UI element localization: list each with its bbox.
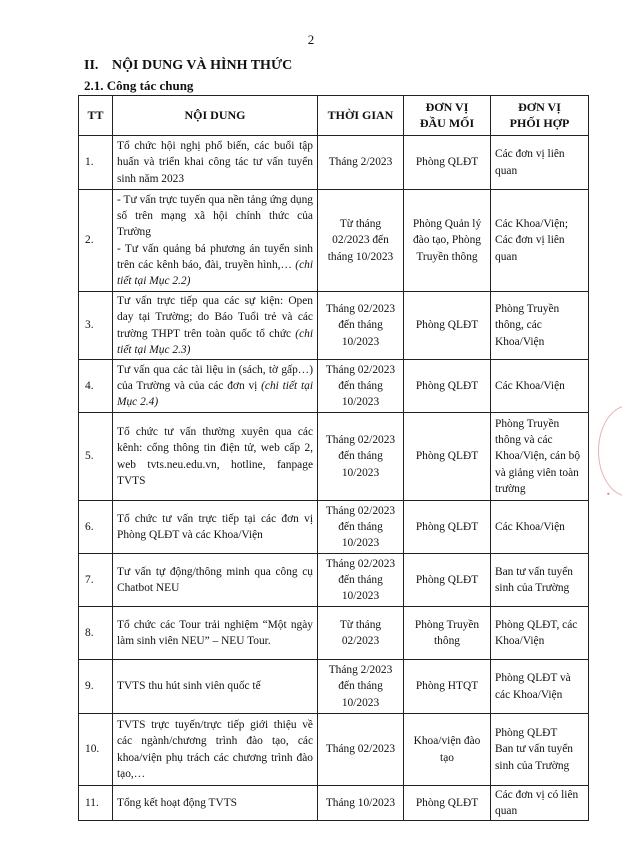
cell-content: Tổ chức tư vấn trực tiếp tại các đơn vị Phòng QLĐT và các Khoa/Viện	[113, 501, 318, 554]
section-reference: (chi tiết tại Mục 2.4)	[117, 379, 313, 409]
cell-time: Tháng 02/2023 đến tháng 10/2023	[318, 413, 404, 501]
cell-coop-unit: Phòng Truyền thông và các Khoa/Viện, cán bộ và giảng viên toàn trường	[491, 413, 589, 501]
cell-content	[113, 292, 318, 360]
header-content: NỘI DUNG	[113, 96, 318, 136]
cell-coop-unit: Các Khoa/Viện; Các đơn vị liên quan	[491, 190, 589, 292]
content-line	[117, 241, 313, 290]
cell-lead-unit: Phòng QLĐT	[404, 501, 491, 554]
section-reference: (chi tiết tại Mục 2.3)	[117, 327, 313, 356]
cell-coop-unit	[491, 714, 589, 786]
header-coop-line1: ĐƠN VỊ	[518, 99, 561, 114]
section-number: II.	[84, 58, 99, 73]
cell-content: Tổ chức tư vấn thường xuyên qua các kênh: cổng thông tin điện tử, web cấp 2, web tvts.neu.edu.vn, hotline, fanpage TVTS	[113, 413, 318, 501]
cell-lead-unit: Phòng QLĐT	[404, 292, 491, 360]
header-lead-unit	[404, 96, 491, 136]
cell-time: Từ tháng 02/2023	[318, 607, 404, 660]
cell-tt: 5.	[79, 413, 113, 501]
cell-tt: 10.	[79, 714, 113, 786]
official-stamp-edge	[598, 405, 622, 497]
cell-tt: 9.	[79, 660, 113, 714]
cell-content: Tổ chức hội nghị phổ biến, các buổi tập huấn và triển khai công tác tư vấn tuyển sinh năm 2023	[113, 136, 318, 190]
cell-tt: 2.	[79, 190, 113, 292]
cell-lead-unit: Phòng QLĐT	[404, 413, 491, 501]
cell-coop-unit: Các Khoa/Viện	[491, 360, 589, 413]
cell-lead-unit: Phòng Quản lý đào tạo, Phòng Truyền thông	[404, 190, 491, 292]
cell-coop-unit: Phòng QLĐT, các Khoa/Viện	[491, 607, 589, 660]
table-row	[79, 413, 589, 501]
cell-tt: 8.	[79, 607, 113, 660]
table-row	[79, 292, 589, 360]
content-text: - Tư vấn quảng bá phương án tuyển sinh trên các kênh báo, đài, truyền hình,…	[117, 242, 313, 271]
header-time: THỜI GIAN	[318, 96, 404, 136]
cell-lead-unit: Phòng Truyền thông	[404, 607, 491, 660]
table-row	[79, 360, 589, 413]
cell-content: Tổ chức các Tour trải nghiệm “Một ngày làm sinh viên NEU” – NEU Tour.	[113, 607, 318, 660]
page-number: 2	[307, 32, 315, 47]
cell-time: Tháng 02/2023 đến tháng 10/2023	[318, 554, 404, 607]
cell-lead-unit: Phòng QLĐT	[404, 136, 491, 190]
cell-time: Tháng 10/2023	[318, 786, 404, 821]
table-row	[79, 554, 589, 607]
cell-content	[113, 360, 318, 413]
cell-time: Tháng 02/2023	[318, 714, 404, 786]
table-row	[79, 136, 589, 190]
header-lead-line2: ĐẦU MỐI	[419, 115, 475, 130]
coop-line: Ban tư vấn tuyển sinh của Trường	[495, 743, 573, 772]
cell-time: Tháng 2/2023 đến tháng 10/2023	[318, 660, 404, 714]
cell-tt: 11.	[79, 786, 113, 821]
cell-coop-unit: Phòng Truyền thông, các Khoa/Viện	[491, 292, 589, 360]
header-lead-line1: ĐƠN VỊ	[425, 99, 469, 114]
coop-line: Phòng QLĐT	[495, 727, 558, 740]
plan-table	[78, 95, 589, 821]
cell-lead-unit: Khoa/viện đào tạo	[404, 714, 491, 786]
table-row	[79, 786, 589, 821]
cell-coop-unit: Các Khoa/Viện	[491, 501, 589, 554]
section-title: NỘI DUNG VÀ HÌNH THỨC	[112, 58, 293, 73]
table-row	[79, 190, 589, 292]
cell-content: Tư vấn tự động/thông minh qua công cụ Chatbot NEU	[113, 554, 318, 607]
cell-coop-unit: Phòng QLĐT và các Khoa/Viện	[491, 660, 589, 714]
header-tt: TT	[79, 96, 113, 136]
cell-lead-unit: Phòng HTQT	[404, 660, 491, 714]
stamp-mark: •	[606, 490, 611, 499]
cell-content: TVTS trực tuyến/trực tiếp giới thiệu về các ngành/chương trình đào tạo, các khoa/viện phụ trách các chương trình đào tạo,…	[113, 714, 318, 786]
cell-tt: 7.	[79, 554, 113, 607]
section-reference: (chi tiết tại Mục 2.2)	[117, 258, 313, 287]
cell-time: Từ tháng 02/2023 đến tháng 10/2023	[318, 190, 404, 292]
content-line: - Tư vấn trực tuyến qua nền tảng ứng dụng số trên mạng xã hội chính thức của Trường	[117, 193, 313, 239]
cell-tt: 6.	[79, 501, 113, 554]
cell-time: Tháng 02/2023 đến tháng 10/2023	[318, 501, 404, 554]
section-heading	[84, 58, 292, 74]
cell-tt: 3.	[79, 292, 113, 360]
table-row	[79, 501, 589, 554]
cell-lead-unit: Phòng QLĐT	[404, 554, 491, 607]
cell-content: Tổng kết hoạt động TVTS	[113, 786, 318, 821]
cell-lead-unit: Phòng QLĐT	[404, 360, 491, 413]
table-row	[79, 607, 589, 660]
content-text: Tư vấn trực tiếp qua các sự kiện: Open day tại Trường; do Báo Tuổi trẻ và các trường THPT trên toàn quốc tổ chức	[117, 295, 313, 340]
cell-coop-unit: Ban tư vấn tuyển sinh của Trường	[491, 554, 589, 607]
cell-coop-unit: Các đơn vị liên quan	[491, 136, 589, 190]
subsection-title: 2.1. Công tác chung	[84, 78, 194, 93]
table-row	[79, 660, 589, 714]
table-header-row	[79, 96, 589, 136]
cell-coop-unit: Các đơn vị có liên quan	[491, 786, 589, 821]
cell-time: Tháng 02/2023 đến tháng 10/2023	[318, 360, 404, 413]
header-coop-unit	[491, 96, 589, 136]
cell-content	[113, 190, 318, 292]
cell-tt: 4.	[79, 360, 113, 413]
cell-time: Tháng 02/2023 đến tháng 10/2023	[318, 292, 404, 360]
cell-time: Tháng 2/2023	[318, 136, 404, 190]
table-row	[79, 714, 589, 786]
cell-lead-unit: Phòng QLĐT	[404, 786, 491, 821]
cell-content: TVTS thu hút sinh viên quốc tế	[113, 660, 318, 714]
content-text: Tư vấn qua các tài liệu in (sách, tờ gấp…) của Trường và của các đơn vị	[117, 363, 313, 392]
header-coop-line2: PHỐI HỢP	[509, 115, 570, 130]
cell-tt: 1.	[79, 136, 113, 190]
